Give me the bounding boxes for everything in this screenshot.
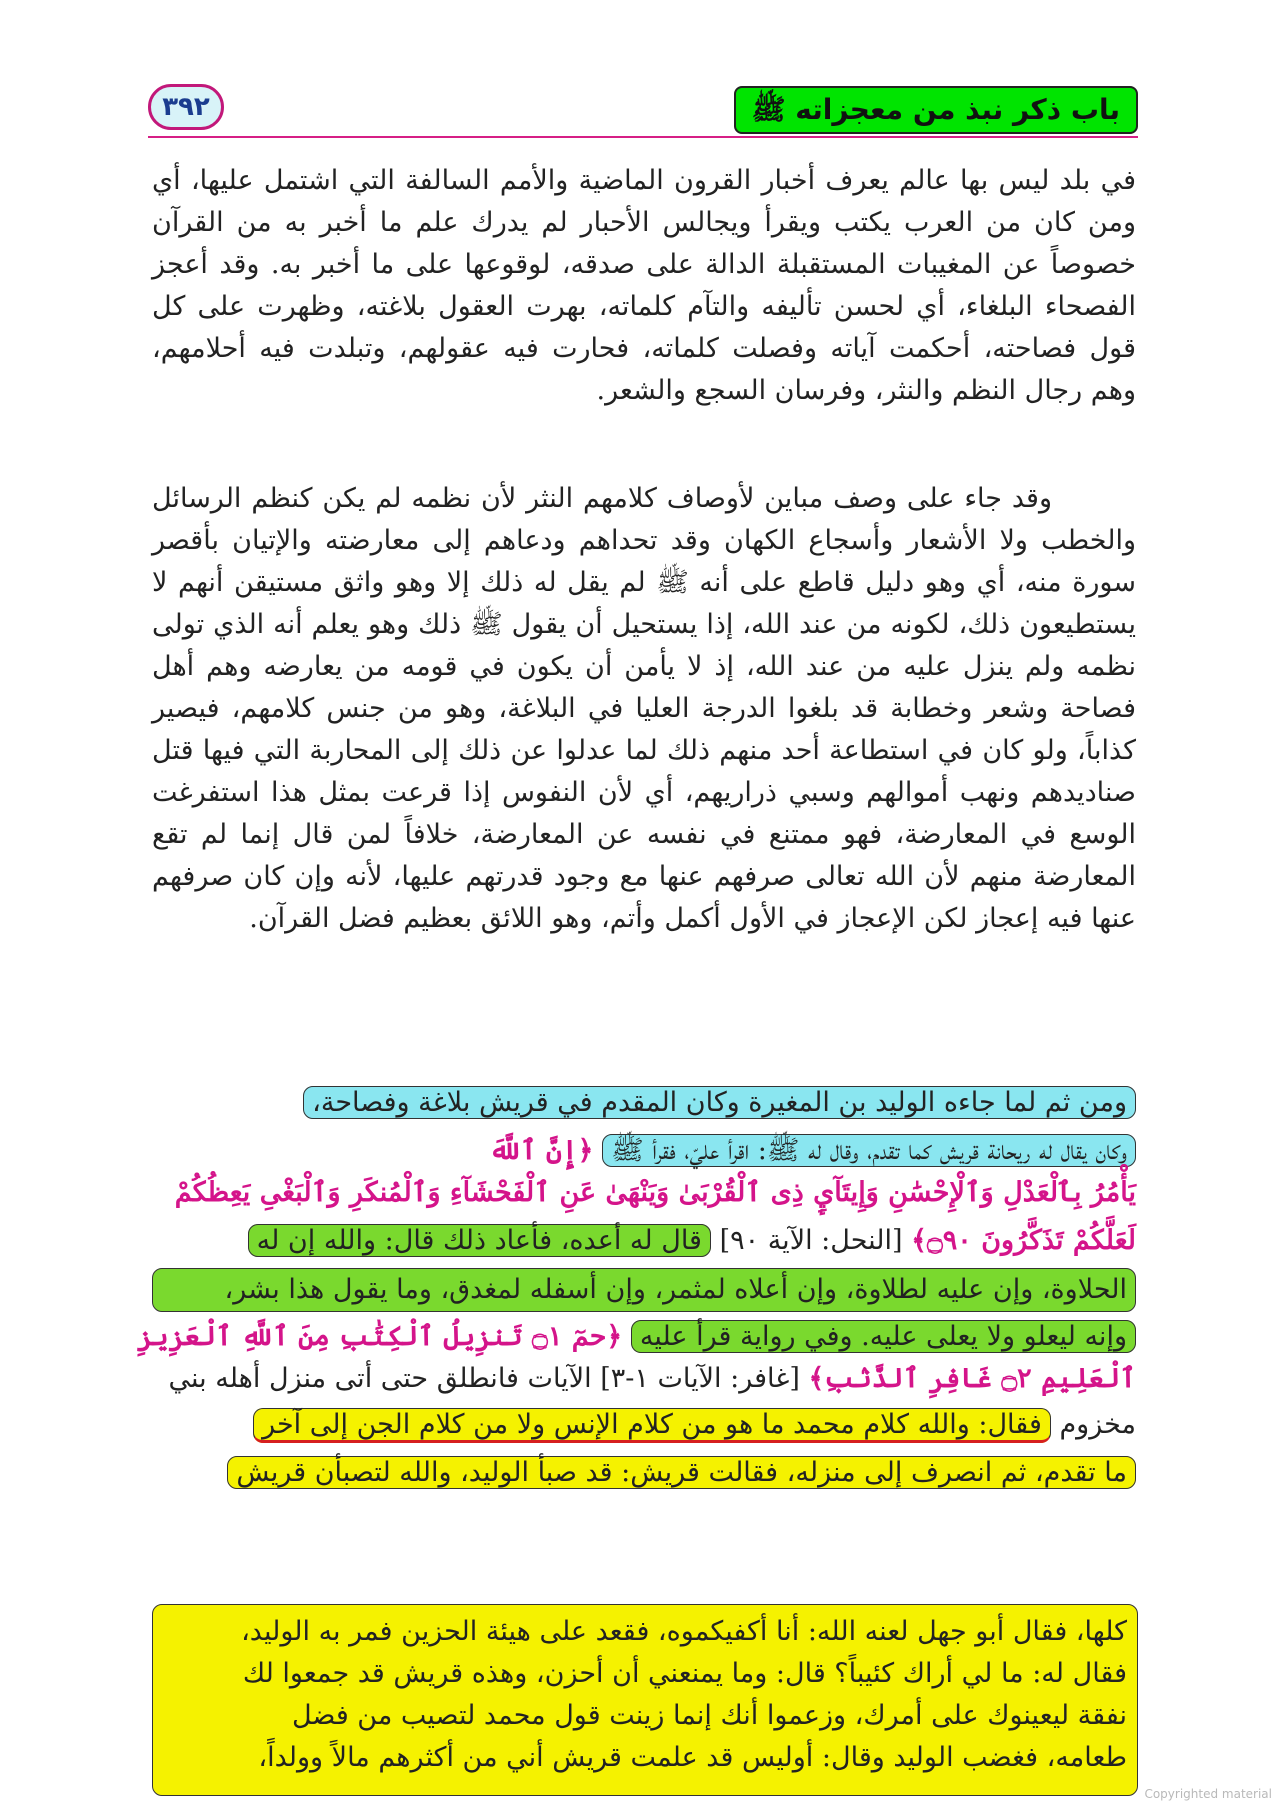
text-line: وقد جاء على وصف مباين لأوصاف كلامهم النثر لأن نظمه لم يكن كنظم — [251, 483, 1052, 514]
text-plain: الآيات فانطلق حتى أتى منزل أهله بني — [168, 1363, 592, 1394]
text-line: فقال له: ما لي أراك كئيباً؟ قال: وما يمنعني أن أحزن، وهذه قريش قد جمعوا لك — [242, 1658, 1127, 1689]
text-line: وتبلدت فيه أحلامهم، وهم رجال النظم والنثر، وفرسان السجع والشعر. — [152, 333, 1136, 406]
page-number-badge: ٣٩٢ — [148, 84, 224, 130]
text-line — [152, 1358, 1136, 1400]
text-line: لكن الإعجاز في الأول أكمل وأتم، وهو اللائق بعظيم فضل القرآن. — [249, 903, 968, 934]
text-plain: مخزوم — [1059, 1409, 1136, 1440]
quran-verse: لَعَلَّكُمْ تَذَكَّرُونَ ۝٩٠﴾ — [911, 1225, 1136, 1256]
quran-verse: يَأْمُرُ بِٱلْعَدْلِ وَٱلْإِحْسَٰنِ وَإِيتَآيِٕ ذِى ٱلْقُرْبَىٰ وَيَنْهَىٰ عَنِ ٱلْفَحْشَآءِ وَٱلْمُنكَرِ وَٱلْبَغْىِ يَعِظُكُمْ — [174, 1177, 1136, 1208]
text-line: لما عدلوا عن ذلك إلى المحاربة التي فيها قتل صناديدهم ونهب أموالهم وسبي — [152, 735, 1136, 808]
text-line: والإتيان بأقصر سورة منه، أي وهو دليل قاطع على أنه ﷺ لم يقل له ذلك إلا وهو — [152, 525, 1136, 598]
paragraph-2 — [152, 478, 1136, 940]
highlighted-section — [136, 1082, 1136, 1494]
text-line: في قومه من يعارضه وهم أهل فصاحة وشعر وخطابة قد بلغوا الدرجة العليا في — [152, 651, 1136, 724]
verse-reference: [غافر: الآيات ١-٣] — [600, 1363, 800, 1394]
verse-reference: [النحل: الآية ٩٠] — [719, 1225, 903, 1256]
text-line — [152, 1172, 1136, 1214]
text-line: ذراريهم، أي لأن النفوس إذا قرعت بمثل هذا استفرغت الوسع في المعارضة، فهو — [152, 777, 1137, 850]
text-line: ذلك وهو يعلم أنه الذي تولى نظمه ولم ينزل عليه من عند الله، إذ لا يأمن أن يكون — [152, 609, 1136, 682]
chapter-title: باب ذكر نبذ من معجزاته ﷺ — [734, 86, 1138, 134]
highlight-yellow-block — [152, 1604, 1138, 1796]
copyright-watermark: Copyrighted material — [1144, 1787, 1272, 1801]
text-line: وقد أعجز الفصحاء البلغاء، أي لحسن تأليفه والتآم كلماته، بهرت العقول بلاغته، — [152, 249, 1136, 322]
highlight-green: قال له أعده، فأعاد ذلك قال: والله إن له — [248, 1224, 711, 1257]
text-line — [152, 1404, 1136, 1446]
text-line: واثق مستيقن أنهم لا يستطيعون ذلك، لكونه من عند الله، إذا يستحيل أن يقول ﷺ — [152, 567, 1136, 640]
page-header — [148, 84, 1138, 134]
quran-verse: ﴿إِنَّ ٱللَّهَ — [489, 1135, 594, 1166]
text-line — [152, 1452, 1136, 1494]
highlight-yellow: ما تقدم، ثم انصرف إلى منزله، فقالت قريش: قد صبأ الوليد، والله لتصبأن قريش — [227, 1456, 1136, 1489]
paragraph-1 — [152, 160, 1136, 412]
text-line — [152, 1130, 1136, 1172]
highlight-cyan: وكان يقال له ريحانة قريش كما تقدم، وقال له ﷺ: اقرأ عليّ، فقرأ ﷺ — [602, 1134, 1136, 1167]
text-line: الرسائل والخطب ولا الأشعار وأسجاع الكهان وقد تحداهم ودعاهم إلى معارضته — [152, 483, 1136, 556]
text-line: كلها، فقال أبو جهل لعنه الله: أنا أكفيكموه، فقعد على هيئة الحزين فمر به الوليد، — [241, 1616, 1127, 1647]
text-line: تعالى صرفهم عنها مع وجود قدرتهم عليها، لأنه وإن كان صرفهم عنها فيه إعجاز — [152, 861, 1136, 934]
text-line: نفقة ليعينوك على أمرك، وزعموا أنك إنما زينت قول محمد لتصيب من فضل — [291, 1700, 1127, 1731]
yellow-block-text — [153, 1605, 1137, 1779]
header-divider — [148, 136, 1138, 138]
text-line: طعامه، فغضب الوليد وقال: أوليس قد علمت قريش أني من أكثرهم مالاً وولداً، — [258, 1742, 1127, 1773]
quran-verse: ﴿حمٓ ۝١ تَنزِيلُ ٱلْكِتَٰبِ مِنَ ٱللَّهِ ٱلْعَزِيزِ — [136, 1321, 623, 1352]
text-line — [152, 1220, 1136, 1262]
highlight-green: وإنه ليعلو ولا يعلى عليه. وفي رواية قرأ عليه — [631, 1320, 1136, 1353]
text-line: البلاغة، وهو من جنس كلامهم، فيصير كذاباً، ولو كان في استطاعة أحد منهم ذلك — [152, 693, 1136, 766]
highlight-yellow: فقال: والله كلام محمد ما هو من كلام الإنس ولا من كلام الجن إلى آخر — [253, 1408, 1051, 1443]
text-line — [152, 1082, 1136, 1124]
text-line: القرآن خصوصاً عن المغيبات المستقبلة الدالة على صدقه، لوقوعها على ما أخبر به. — [152, 207, 1136, 280]
text-line — [152, 1268, 1136, 1310]
text-line: وظهرت على كل قول فصاحته، أحكمت آياته وفصلت كلماته، فحارت فيه عقولهم، — [152, 291, 1136, 364]
text-line — [136, 1316, 1136, 1358]
highlight-cyan: ومن ثم لما جاءه الوليد بن المغيرة وكان المقدم في قريش بلاغة وفصاحة، — [303, 1086, 1136, 1119]
text-line: ممتنع في نفسه عن المعارضة، خلافاً لمن قال إنما لم تقع المعارضة منهم لأن الله — [152, 819, 1136, 892]
text-line: أي ومن كان من العرب يكتب ويقرأ ويجالس الأحبار لم يدرك علم ما أخبر به من — [152, 165, 1136, 238]
highlight-green: الحلاوة، وإن عليه لطلاوة، وإن أعلاه لمثمر، وإن أسفله لمغدق، وما يقول هذا بشر، — [152, 1268, 1136, 1312]
text-line: في بلد ليس بها عالم يعرف أخبار القرون الماضية والأمم السالفة التي اشتمل عليها، — [190, 165, 1136, 196]
quran-verse: ٱلْعَلِيمِ ۝٢ غَافِرِ ٱلذَّنۢبِ﴾ — [808, 1363, 1136, 1394]
